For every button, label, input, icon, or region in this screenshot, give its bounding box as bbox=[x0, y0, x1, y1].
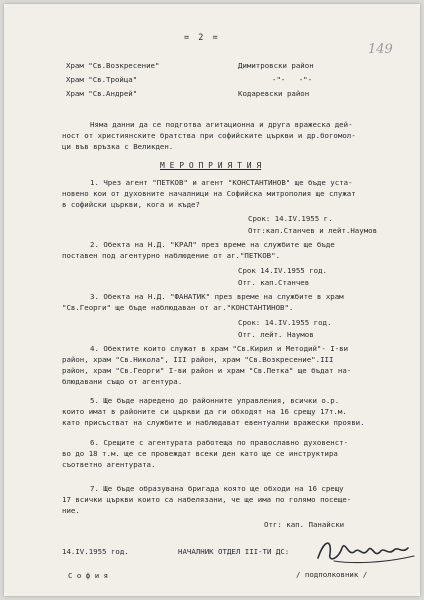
intro-line: ци във връзка с Великден. bbox=[62, 142, 174, 151]
measure-line: 7. Ще бъде образувана бригада която ще обходи на 16 срещу bbox=[90, 484, 344, 493]
church-name: Храм "Св.Возкресение" bbox=[66, 61, 160, 70]
measure-line: 6. Срещите с агентурата работеща по православно духовенст- bbox=[90, 438, 349, 447]
measure-line: 5. Ще бъде наредено до районните управления, всички о.р. bbox=[90, 396, 340, 405]
church-name: Храм "Св.Тройца" bbox=[66, 75, 138, 84]
church-name: Храм "Св.Андрей" bbox=[66, 89, 138, 98]
measure-line: ние. bbox=[62, 506, 80, 515]
church-district: Димитровски район bbox=[238, 61, 314, 70]
measure-line: 4. Обектите които служат в храм "Св.Кирил и Методий"- I-ви bbox=[90, 344, 349, 353]
measure-responsible: Отг: кап. Панайски bbox=[264, 520, 345, 529]
signatory-title: НАЧАЛНИК ОТДЕЛ III-ТИ ДС: bbox=[178, 547, 290, 556]
measure-deadline: Срок 14.IV.1955 год. bbox=[238, 266, 327, 275]
measure-line: 1. Чрез агент "ПЕТКОВ" и агент "КОНСТАНТИНОВ" ще бъде уста- bbox=[90, 178, 353, 187]
measure-deadline: Срок: 14.IV.1955 год. bbox=[238, 318, 332, 327]
measure-line: район, храм "Св.Георги" I-ви район и храм "Св.Петка" ще бъдат на- bbox=[62, 366, 352, 375]
measure-line: в софийски църкви, кога и къде? bbox=[62, 200, 200, 209]
document-page bbox=[4, 4, 420, 596]
measure-line: които имат в районите си църкви да ги обходят на 16 срещу 17т.м. bbox=[62, 407, 347, 416]
measure-line: 3. Обекта на Н.Д. "ФАНАТИК" през време на службите в храм bbox=[90, 292, 344, 301]
measure-line: блюдавани също от агентура. bbox=[62, 377, 183, 386]
measure-line: съответно агентурата. bbox=[62, 460, 156, 469]
signatory-rank: / подполковник / bbox=[296, 570, 368, 579]
measure-responsible: Отг. лейт. Наумов bbox=[238, 330, 314, 339]
measures-heading: М Е Р О П Р И Я Т И Я bbox=[160, 161, 262, 170]
measure-line: като присъстват на службите и наблюдават евентуални вражески прояви. bbox=[62, 418, 365, 427]
intro-line: Няма данни да се подготва агитационна и друга вражеска дей- bbox=[90, 120, 353, 129]
measure-line: "Св.Георги" ще бъде наблюдаван от аг."КОНСТАНТИНОВ". bbox=[62, 303, 294, 312]
intro-line: ност от християнските братства при софийските църкви и др.богомол- bbox=[62, 131, 356, 140]
measure-line: 2. Обекта на Н.Д. "КРАЛ" през време на службите ще бъде bbox=[90, 240, 335, 249]
signature-mark bbox=[314, 530, 420, 570]
handwritten-folio-number: 149 bbox=[368, 42, 393, 57]
measure-line: во до 18 т.м. ще се провеждат всеки ден като ще се инструктира bbox=[62, 449, 338, 458]
measure-line: новено кои от духовните началници на Софийска митрополия ще служат bbox=[62, 189, 356, 198]
measure-responsible: Отг:кап.Станчев и лейт.Наумов bbox=[248, 226, 378, 235]
church-district: Кодаревски район bbox=[238, 89, 310, 98]
church-district: -"- -"- bbox=[272, 75, 313, 84]
measure-deadline: Срок: 14.IV.1955 г. bbox=[248, 214, 333, 223]
measure-line: район, храм "Св.Никола", III район, храм "Св.Возкресение".III bbox=[62, 355, 334, 364]
measure-line: 17 всички църкви които са набелязани, че ще има по голямо посеще- bbox=[62, 495, 352, 504]
measure-responsible: Отг. кап.Станчев bbox=[238, 278, 310, 287]
page-number: = 2 = bbox=[184, 33, 220, 43]
measure-line: поставен под агентурно наблюдение от аг."ПЕТКОВ". bbox=[62, 251, 281, 260]
document-date: 14.IV.1955 год. bbox=[62, 547, 129, 556]
document-place: С о ф и я bbox=[68, 571, 109, 580]
